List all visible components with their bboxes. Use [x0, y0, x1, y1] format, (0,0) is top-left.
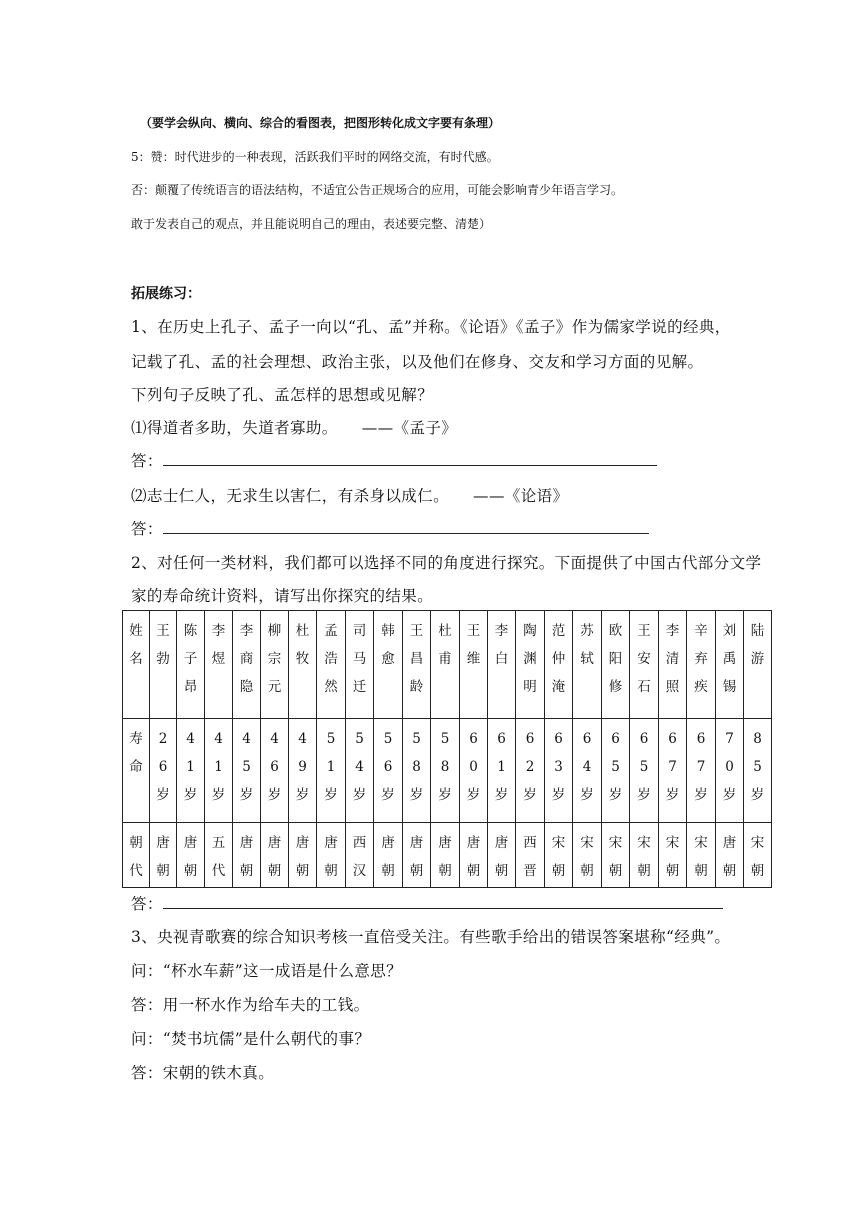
table-cell-name — [659, 611, 687, 719]
table-cell-name — [261, 611, 289, 719]
answer-label: 答： — [131, 895, 163, 913]
table-cell-dynasty — [545, 823, 573, 888]
note-express: 敢于发表自己的观点，并且能说明自己的理由，表述要完整、清楚） — [131, 217, 492, 231]
table-cell-name — [687, 611, 716, 719]
name-text: 陆 游 — [750, 623, 765, 667]
q5-oppose: 否：颠覆了传统语言的语法结构，不适宜公告正规场合的应用，可能会影响青少年语言学习。 — [131, 183, 624, 197]
row-header-cell — [123, 823, 150, 888]
dynasty-text: 西 晋 — [523, 835, 537, 879]
table-row — [123, 611, 772, 719]
age-text: 6 7 岁 — [694, 731, 708, 803]
dynasty-text: 唐 朝 — [409, 835, 424, 879]
table-cell-dynasty — [150, 823, 177, 888]
table-cell-dynasty — [177, 823, 205, 888]
table-cell-age — [205, 719, 233, 823]
q2-answer — [131, 892, 723, 914]
name-text: 李 煜 — [211, 623, 226, 667]
name-text: 李 清 照 — [665, 623, 680, 695]
table-cell-dynasty — [573, 823, 602, 888]
dynasty-text: 宋 朝 — [551, 835, 566, 879]
answer-label: 答： — [131, 452, 163, 470]
age-text: 5 4 岁 — [352, 731, 367, 803]
table-cell-name — [516, 611, 545, 719]
table-cell-age — [602, 719, 630, 823]
dynasty-text: 宋 朝 — [665, 835, 680, 879]
name-text: 范 仲 淹 — [551, 623, 566, 695]
table-cell-dynasty — [374, 823, 403, 888]
row-header-text: 姓 名 — [129, 623, 143, 667]
table-cell-age — [289, 719, 317, 823]
table-cell-dynasty — [460, 823, 488, 888]
q2-line2: 家的寿命统计资料，请写出你探究的结果。 — [131, 587, 434, 605]
table-cell-age — [317, 719, 346, 823]
age-text: 6 5 岁 — [637, 731, 651, 803]
table-cell-name — [488, 611, 516, 719]
q1-answer2 — [131, 517, 649, 539]
age-text: 5 8 岁 — [409, 731, 424, 803]
table-cell-name — [716, 611, 744, 719]
name-text: 欧 阳 修 — [608, 623, 623, 695]
table-cell-age — [573, 719, 602, 823]
table-row — [123, 719, 772, 823]
row-header-cell — [123, 611, 150, 719]
q3-ask2: 问：“焚书坑儒”是什么朝代的事？ — [131, 1030, 371, 1048]
q1-answer1 — [131, 449, 657, 471]
table-cell-age — [545, 719, 573, 823]
table-cell-age — [659, 719, 687, 823]
table-cell-dynasty — [317, 823, 346, 888]
name-text: 刘 禹 锡 — [722, 623, 737, 695]
age-text: 6 1 岁 — [494, 731, 509, 803]
table-cell-dynasty — [516, 823, 545, 888]
name-text: 孟 浩 然 — [324, 623, 338, 695]
table-cell-age — [687, 719, 716, 823]
answer-blank[interactable] — [163, 894, 723, 909]
table-cell-name — [573, 611, 602, 719]
table-cell-name — [205, 611, 233, 719]
age-text: 6 5 岁 — [608, 731, 623, 803]
table-cell-name — [177, 611, 205, 719]
lifespan-table — [122, 610, 772, 888]
dynasty-text: 唐 朝 — [295, 835, 310, 879]
table-cell-name — [346, 611, 374, 719]
table-cell-age — [346, 719, 374, 823]
q3-ask1: 问：“杯水车薪”这一成语是什么意思？ — [131, 962, 403, 980]
dynasty-text: 唐 朝 — [381, 835, 395, 879]
name-text: 王 维 — [466, 623, 481, 667]
q3-ans1: 答：用一杯水作为给车夫的工钱。 — [131, 996, 370, 1014]
table-cell-dynasty — [205, 823, 233, 888]
age-text: 6 3 岁 — [551, 731, 566, 803]
table-cell-dynasty — [488, 823, 516, 888]
age-text: 8 5 岁 — [750, 731, 765, 803]
answer-label: 答： — [131, 520, 163, 538]
age-text: 2 6 岁 — [156, 731, 170, 803]
table-cell-dynasty — [403, 823, 431, 888]
dynasty-text: 唐 朝 — [722, 835, 737, 879]
dynasty-text: 唐 朝 — [494, 835, 509, 879]
table-cell-dynasty — [602, 823, 630, 888]
section-title: 拓展练习： — [131, 286, 201, 302]
name-text: 苏 轼 — [580, 623, 594, 667]
row-header-text: 朝 代 — [129, 835, 143, 879]
age-text: 4 1 岁 — [211, 731, 226, 803]
table-cell-dynasty — [233, 823, 261, 888]
table-cell-dynasty — [346, 823, 374, 888]
name-text: 杜 甫 — [438, 623, 452, 667]
q1-item1: ⑴得道者多助，失道者寡助。 ——《孟子》 — [131, 419, 458, 437]
q3-line1: 3、央视青歌赛的综合知识考核一直倍受关注。有些歌手给出的错误答案堪称“经典”。 — [131, 928, 731, 946]
dynasty-text: 唐 朝 — [183, 835, 198, 879]
dynasty-text: 唐 朝 — [466, 835, 481, 879]
age-text: 4 6 岁 — [267, 731, 282, 803]
table-cell-name — [233, 611, 261, 719]
q5-approve: 5：赞：时代进步的一种表现，活跃我们平时的网络交流，有时代感。 — [131, 150, 499, 164]
table-cell-age — [374, 719, 403, 823]
table-cell-age — [233, 719, 261, 823]
name-text: 柳 宗 元 — [267, 623, 282, 695]
table-cell-name — [374, 611, 403, 719]
name-text: 李 白 — [494, 623, 509, 667]
table-cell-dynasty — [431, 823, 460, 888]
table-cell-name — [317, 611, 346, 719]
note-bold: （要学会纵向、横向、综合的看图表，把图形转化成文字要有条理） — [140, 116, 501, 130]
dynasty-text: 宋 朝 — [694, 835, 708, 879]
table-cell-name — [630, 611, 659, 719]
age-text: 5 6 岁 — [381, 731, 395, 803]
table-cell-name — [460, 611, 488, 719]
table-cell-name — [431, 611, 460, 719]
row-header-text: 寿 命 — [129, 731, 143, 775]
dynasty-text: 唐 朝 — [267, 835, 282, 879]
table-cell-age — [630, 719, 659, 823]
table-cell-dynasty — [687, 823, 716, 888]
table-cell-name — [289, 611, 317, 719]
table-cell-name — [744, 611, 772, 719]
table-cell-dynasty — [261, 823, 289, 888]
age-text: 6 7 岁 — [665, 731, 680, 803]
name-text: 司 马 迁 — [352, 623, 367, 695]
name-text: 王 安 石 — [637, 623, 651, 695]
age-text: 5 8 岁 — [438, 731, 452, 803]
table-cell-age — [177, 719, 205, 823]
dynasty-text: 西 汉 — [352, 835, 367, 879]
dynasty-text: 宋 朝 — [580, 835, 594, 879]
table-cell-age — [516, 719, 545, 823]
q1-line3: 下列句子反映了孔、孟怎样的思想或见解？ — [131, 386, 434, 404]
table-cell-age — [716, 719, 744, 823]
age-text: 6 2 岁 — [523, 731, 537, 803]
dynasty-text: 五 代 — [211, 835, 226, 879]
name-text: 韩 愈 — [381, 623, 395, 667]
table-cell-age — [460, 719, 488, 823]
name-text: 陈 子 昂 — [183, 623, 198, 695]
table-cell-dynasty — [289, 823, 317, 888]
table-cell-name — [403, 611, 431, 719]
row-header-cell — [123, 719, 150, 823]
q1-line2: 记载了孔、孟的社会理想、政治主张，以及他们在修身、交友和学习方面的见解。 — [131, 353, 704, 371]
dynasty-text: 唐 朝 — [438, 835, 452, 879]
table-cell-dynasty — [744, 823, 772, 888]
name-text: 杜 牧 — [295, 623, 310, 667]
dynasty-text: 宋 朝 — [750, 835, 765, 879]
name-text: 辛 弃 疾 — [694, 623, 708, 695]
table-cell-age — [150, 719, 177, 823]
table-cell-age — [431, 719, 460, 823]
q2-line1: 2、对任何一类材料，我们都可以选择不同的角度进行探究。下面提供了中国古代部分文学 — [131, 554, 762, 572]
name-text: 陶 渊 明 — [523, 623, 537, 695]
age-text: 7 0 岁 — [722, 731, 737, 803]
q3-ans2: 答：宋朝的铁木真。 — [131, 1064, 275, 1082]
answer-blank[interactable] — [163, 451, 657, 466]
q1-item2: ⑵志士仁人，无求生以害仁，有杀身以成仁。 ——《论语》 — [131, 487, 569, 505]
table-cell-age — [261, 719, 289, 823]
name-text: 王 昌 龄 — [409, 623, 424, 695]
age-text: 5 1 岁 — [324, 731, 338, 803]
table-cell-dynasty — [716, 823, 744, 888]
table-cell-age — [744, 719, 772, 823]
table-cell-name — [150, 611, 177, 719]
age-text: 4 1 岁 — [183, 731, 198, 803]
table-cell-name — [602, 611, 630, 719]
dynasty-text: 唐 朝 — [156, 835, 170, 879]
answer-blank[interactable] — [163, 519, 649, 534]
dynasty-text: 宋 朝 — [608, 835, 623, 879]
q1-line1: 1、在历史上孔子、孟子一向以“孔、孟”并称。《论语》《孟子》作为儒家学说的经典， — [131, 318, 731, 336]
table-cell-age — [488, 719, 516, 823]
name-text: 李 商 隐 — [239, 623, 254, 695]
table-row — [123, 823, 772, 888]
table-cell-dynasty — [659, 823, 687, 888]
age-text: 4 9 岁 — [295, 731, 310, 803]
dynasty-text: 唐 朝 — [324, 835, 338, 879]
age-text: 6 4 岁 — [580, 731, 594, 803]
table-cell-dynasty — [630, 823, 659, 888]
table-cell-name — [545, 611, 573, 719]
name-text: 王 勃 — [156, 623, 170, 667]
table-cell-age — [403, 719, 431, 823]
dynasty-text: 唐 朝 — [239, 835, 254, 879]
dynasty-text: 宋 朝 — [637, 835, 651, 879]
age-text: 4 5 岁 — [239, 731, 254, 803]
age-text: 6 0 岁 — [466, 731, 481, 803]
